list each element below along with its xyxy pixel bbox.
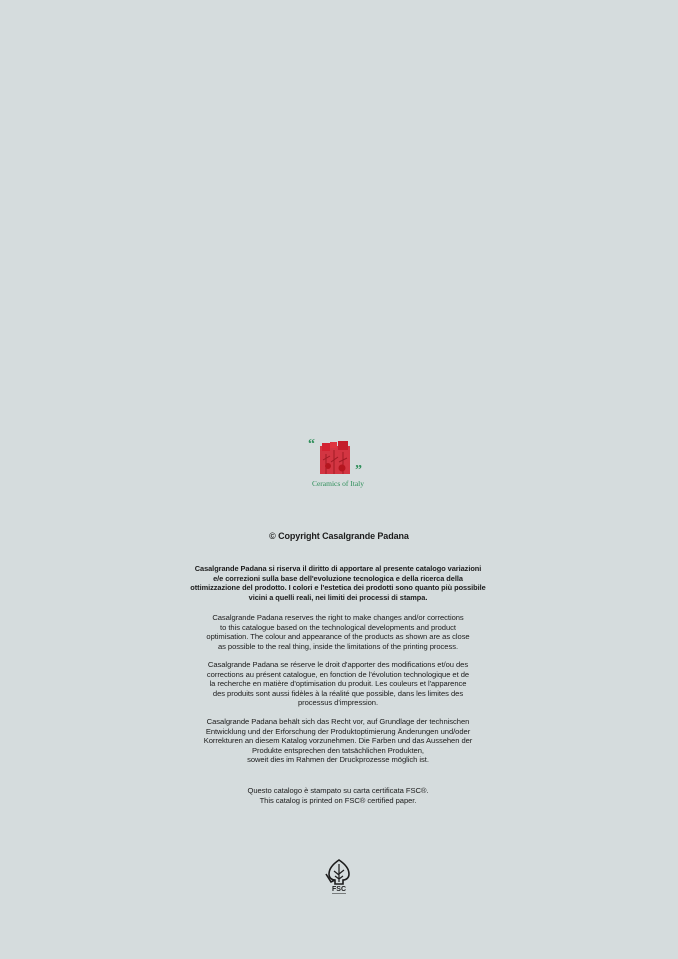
logo-caption: Ceramics of Italy: [311, 479, 365, 488]
disclaimer-line: ottimizzazione del prodotto. I colori e l'estetica dei prodotti sono quanto più possibile: [190, 583, 486, 593]
close-quote-mark: ”: [355, 463, 362, 478]
disclaimer-line: la recherche en matière d'optimisation du produit. Les couleurs et l'apparence: [209, 679, 467, 689]
disclaimer-line: Entwicklung und der Erforschung der Produktoptimierung Änderungen und/oder: [205, 726, 471, 736]
disclaimer-line: soweit dies im Rahmen der Druckprozesse möglich ist.: [247, 755, 429, 765]
red-tree-mark-icon: [318, 440, 354, 476]
fsc-note-line: Questo catalogo è stampato su carta certificata FSC®.: [247, 786, 429, 795]
fsc-paper-note: [190, 786, 486, 805]
fsc-logo-label: FSC: [332, 886, 346, 893]
disclaimer-english: [190, 613, 486, 651]
copyright-notice: © Copyright Casalgrande Padana: [269, 531, 409, 541]
open-quote-mark: “: [308, 437, 315, 452]
disclaimer-line: Casalgrande Padana si riserva il diritto di apportare al presente catalogo variazioni: [194, 564, 482, 573]
disclaimer-line: Casalgrande Padana se réserve le droit d'apporter des modifications et/ou des: [207, 660, 469, 669]
disclaimer-line: to this catalogue based on the technological developments and product: [220, 622, 456, 632]
disclaimer-line: vicini a quelli reali, nei limiti dei processi di stampa.: [248, 592, 428, 602]
disclaimer-line: corrections au présent catalogue, en fonction de l'évolution technologique et de: [206, 669, 470, 679]
ceramics-of-italy-logo: [300, 436, 376, 492]
disclaimer-line: Produkte entsprechen den tatsächlichen Produkten,: [252, 745, 424, 755]
disclaimer-line: Casalgrande Padana reserves the right to make changes and/or corrections: [212, 613, 464, 622]
disclaimer-german: [190, 717, 486, 765]
disclaimer-line: des produits sont aussi fidèles à la réalité que possible, dans les limites des: [212, 688, 464, 698]
disclaimer-line: optimisation. The colour and appearance of the products as shown are as close: [206, 632, 470, 642]
disclaimer-line: e/e correzioni sulla base dell'evoluzione tecnologica e della ricerca della: [213, 573, 463, 583]
disclaimer-line: processus d'impression.: [297, 698, 379, 708]
disclaimer-line: Korrekturen an diesem Katalog vorzunehmen. Die Farben und das Aussehen der: [203, 736, 473, 746]
fsc-note-line: This catalog is printed on FSC® certified paper.: [259, 795, 417, 805]
disclaimer-line: Casalgrande Padana behält sich das Recht vor, auf Grundlage der technischen: [206, 717, 470, 726]
disclaimer-line: as possible to the real thing, inside the limitations of the printing process.: [217, 641, 459, 651]
disclaimer-french: [190, 660, 486, 708]
disclaimer-italian: [190, 564, 486, 602]
fsc-tree-icon: [323, 858, 355, 896]
